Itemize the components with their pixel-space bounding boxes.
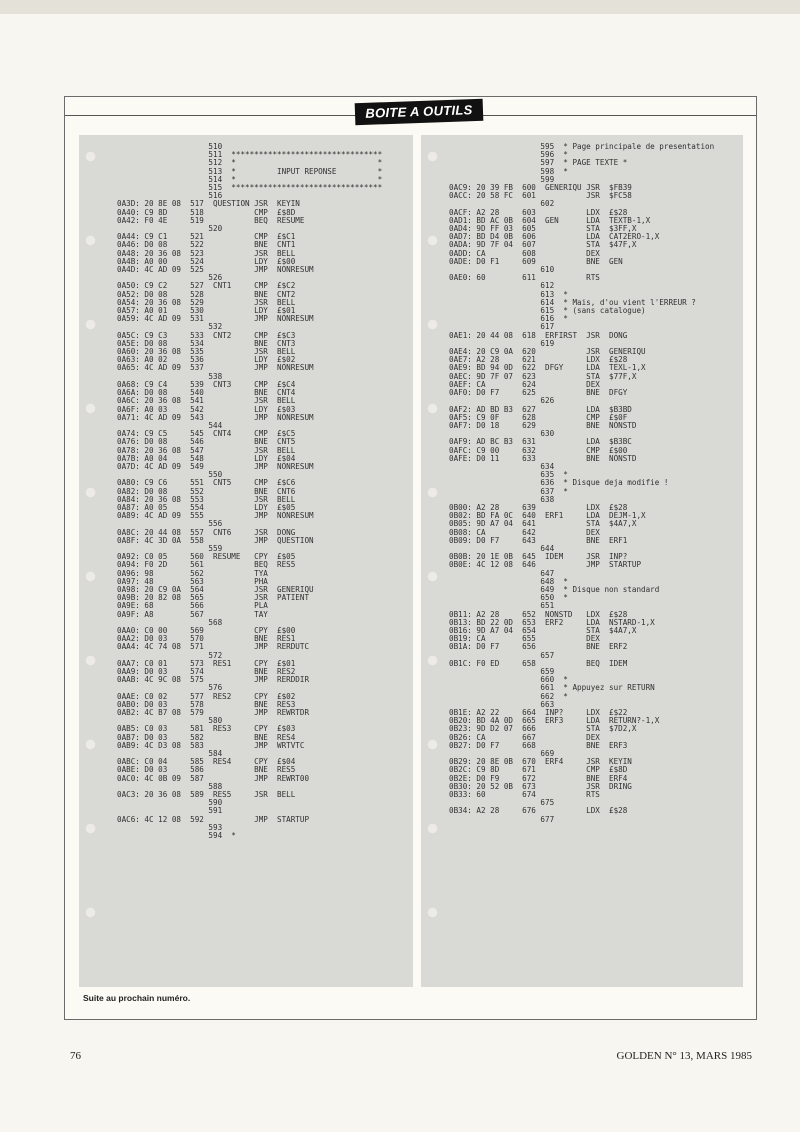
page-number: 76 (70, 1050, 81, 1062)
listing-line: 0B20: BD 4A 0D 665 ERF3 LDA RETURN?-1,X (449, 716, 660, 726)
listing-line: 0A98: 20 C9 0A 564 JSR GENERIQU (117, 584, 314, 594)
listing-line: 0B11: A2 28 652 NONSTD LDX £$28 (449, 609, 628, 619)
listing-line: 516 (117, 191, 223, 201)
listing-line: 0B34: A2 28 676 LDX £$28 (449, 806, 628, 816)
listing-line: 0AFE: D0 11 633 BNE NONSTD (449, 453, 637, 463)
listing-line: 0ADD: CA 608 DEX (449, 248, 600, 258)
listing-line: 615 * (sans catalogue) (449, 306, 646, 316)
listing-line: 0A4D: 4C AD 09 525 JMP NONRESUM (117, 265, 314, 275)
listing-line: 675 (449, 798, 555, 808)
listing-line: 0AF0: D0 F7 625 BNE DFGY (449, 388, 628, 398)
listing-line: 0A48: 20 36 08 523 JSR BELL (117, 248, 296, 258)
listing-line: 596 * (449, 150, 568, 160)
continued-note: Suite au prochain numéro. (83, 993, 191, 1003)
listing-line: 0A74: C9 C5 545 CNT4 CMP £$C5 (117, 429, 296, 439)
listing-line: 510 (117, 142, 223, 151)
listing-line: 0AB2: 4C B7 08 579 JMP REWRTDR (117, 708, 310, 718)
listing-line: 576 (117, 683, 223, 693)
perforation-hole (85, 235, 96, 246)
listing-line: 538 (117, 371, 223, 381)
listing-line: 591 (117, 806, 223, 816)
listing-line: 0A50: C9 C2 527 CNT1 CMP £$C2 (117, 281, 296, 291)
perforation-hole (427, 319, 438, 330)
listing-line: 0ACF: A2 28 603 LDX £$28 (449, 207, 628, 217)
listing-line: 634 (449, 461, 555, 471)
listing-line: 0A63: A0 02 536 LDY £$02 (117, 355, 296, 365)
listing-line: 526 (117, 273, 223, 283)
listing-line: 598 * (449, 166, 568, 176)
listing-line: 0AE4: 20 C9 0A 620 JSR GENERIQU (449, 347, 646, 357)
listing-line: 0AEF: CA 624 DEX (449, 379, 600, 389)
assembly-listing-left (117, 143, 382, 840)
listing-line: 657 (449, 650, 555, 660)
listing-line: 662 * (449, 691, 568, 701)
listing-line: 0AB7: D0 03 582 BNE RES4 (117, 732, 296, 742)
listing-line: 588 (117, 781, 223, 791)
listing-line: 0A89: 4C AD 09 555 JMP NONRESUM (117, 511, 314, 521)
perforation-hole (427, 487, 438, 498)
perforation-hole (85, 403, 96, 414)
listing-line: 0A42: F0 4E 519 BEQ RESUME (117, 215, 305, 225)
listing-line: 0AF5: C9 0F 628 CMP £$0F (449, 412, 628, 422)
listing-line: 0A8C: 20 44 08 557 CNT6 JSR DONG (117, 527, 296, 537)
listing-line: 651 (449, 601, 555, 611)
listing-line: 0B16: 9D A7 04 654 STA $4A7,X (449, 625, 637, 635)
listing-line: 0AC3: 20 36 08 589 RES5 JSR BELL (117, 790, 296, 800)
perforation-hole (85, 823, 96, 834)
listing-panel-left (79, 135, 413, 987)
assembly-listing-right (449, 143, 714, 824)
listing-line: 610 (449, 265, 555, 275)
perforation-hole (85, 151, 96, 162)
listing-line: 0AA2: D0 03 570 BNE RES1 (117, 634, 296, 644)
listing-line: 0AE1: 20 44 08 618 ERFIRST JSR DONG (449, 330, 628, 340)
listing-line: 0B02: BD FA 0C 640 ERF1 LDA DEJM-1,X (449, 511, 646, 521)
listing-line: 637 * (449, 486, 568, 496)
listing-line: 616 * (449, 314, 568, 324)
listing-line: 0A4B: A0 00 524 LDY £$00 (117, 256, 296, 266)
listing-line: 0A7B: A0 04 548 LDY £$04 (117, 453, 296, 463)
perforation-hole (427, 403, 438, 414)
listing-line: 0A59: 4C AD 09 531 JMP NONRESUM (117, 314, 314, 324)
listing-line: 649 * Disque non standard (449, 584, 660, 594)
listing-line: 617 (449, 322, 555, 332)
listing-line: 0A94: F0 2D 561 BEQ RES5 (117, 560, 296, 570)
listing-line: 0AAE: C0 02 577 RES2 CPY £$02 (117, 691, 296, 701)
perforation-hole (85, 487, 96, 498)
listing-line: 0AE9: BD 94 0D 622 DFGY LDA TEXL-1,X (449, 363, 646, 373)
listing-line: 590 (117, 798, 223, 808)
listing-line: 0A52: D0 08 528 BNE CNT2 (117, 289, 296, 299)
listing-line: 515 ********************************* (117, 183, 383, 193)
listing-line: 0AA4: 4C 74 08 571 JMP RERDUTC (117, 642, 310, 652)
listing-line: 0B2E: D0 F9 672 BNE ERF4 (449, 773, 628, 783)
listing-line: 0B27: D0 F7 668 BNE ERF3 (449, 740, 628, 750)
perforation-hole (85, 739, 96, 750)
listing-line: 669 (449, 749, 555, 759)
listing-line: 0B05: 9D A7 04 641 STA $4A7,X (449, 519, 637, 529)
perforation-hole (427, 151, 438, 162)
listing-line: 512 * * (117, 158, 383, 168)
listing-line: 580 (117, 716, 223, 726)
perforation-hole (427, 655, 438, 666)
listing-line: 602 (449, 199, 555, 209)
listing-line: 0A71: 4C AD 09 543 JMP NONRESUM (117, 412, 314, 422)
listing-line: 0A65: 4C AD 09 537 JMP NONRESUM (117, 363, 314, 373)
listing-line: 613 * (449, 289, 568, 299)
listing-line: 0B26: CA 667 DEX (449, 732, 600, 742)
perforation-hole (85, 655, 96, 666)
listing-line: 0AC0: 4C 0B 09 587 JMP REWRT00 (117, 773, 310, 783)
listing-line: 0ADE: D0 F1 609 BNE GEN (449, 256, 623, 266)
listing-line: 514 * * (117, 174, 383, 184)
listing-line: 0A46: D0 08 522 BNE CNT1 (117, 240, 296, 250)
perforation-hole (427, 907, 438, 918)
listing-line: 0A5C: C9 C3 533 CNT2 CMP £$C3 (117, 330, 296, 340)
listing-line: 0AE0: 60 611 RTS (449, 273, 600, 283)
listing-line: 520 (117, 224, 223, 234)
listing-line: 594 * (117, 831, 236, 841)
listing-line: 661 * Appuyez sur RETURN (449, 683, 655, 693)
listing-line: 0A7D: 4C AD 09 549 JMP NONRESUM (117, 461, 314, 471)
listing-line: 647 (449, 568, 555, 578)
section-banner: BOITE A OUTILS (355, 99, 484, 125)
listing-line: 595 * Page principale de presentation (449, 142, 715, 151)
listing-line: 0AA7: C0 01 573 RES1 CPY £$01 (117, 658, 296, 668)
listing-line: 550 (117, 470, 223, 480)
listing-line: 568 (117, 617, 223, 627)
listing-line: 597 * PAGE TEXTE * (449, 158, 628, 168)
listing-line: 0A82: D0 08 552 BNE CNT6 (117, 486, 296, 496)
listing-line: 544 (117, 420, 223, 430)
listing-line: 0A92: C0 05 560 RESUME CPY £$05 (117, 552, 296, 562)
listing-line: 0A96: 98 562 TYA (117, 568, 268, 578)
listing-line: 0B30: 20 52 0B 673 JSR DRING (449, 781, 632, 791)
listing-line: 0A80: C9 C6 551 CNT5 CMP £$C6 (117, 478, 296, 488)
listing-line: 0A9E: 68 566 PLA (117, 601, 268, 611)
listing-line: 0B33: 60 674 RTS (449, 790, 600, 800)
listing-line: 663 (449, 699, 555, 709)
listing-line: 626 (449, 396, 555, 406)
listing-line: 0B08: CA 642 DEX (449, 527, 600, 537)
listing-line: 0A3D: 20 8E 08 517 QUESTION JSR KEYIN (117, 199, 300, 209)
listing-line: 513 * INPUT REPONSE * (117, 166, 383, 176)
listing-line: 630 (449, 429, 555, 439)
listing-line: 0A6C: 20 36 08 541 JSR BELL (117, 396, 296, 406)
perforation-holes-right (425, 135, 441, 987)
listing-line: 0AC9: 20 39 FB 600 GENERIQU JSR $FB39 (449, 183, 632, 193)
listing-line: 0B1E: A2 22 664 INP? LDX £$22 (449, 708, 628, 718)
perforation-hole (85, 319, 96, 330)
listing-line: 572 (117, 650, 223, 660)
listing-line: 0AF7: D0 18 629 BNE NONSTD (449, 420, 637, 430)
perforation-hole (427, 235, 438, 246)
listing-line: 0AB5: C0 03 581 RES3 CPY £$03 (117, 724, 296, 734)
listing-line: 636 * Disque deja modifie ! (449, 478, 669, 488)
listing-line: 0A57: A0 01 530 LDY £$01 (117, 306, 296, 316)
listing-line: 0B2C: C9 8D 671 CMP £$8D (449, 765, 628, 775)
listing-line: 644 (449, 543, 555, 553)
listing-line: 0A87: A0 05 554 LDY £$05 (117, 502, 296, 512)
perforation-hole (427, 739, 438, 750)
listing-line: 0ACC: 20 58 FC 601 JSR $FC58 (449, 191, 632, 201)
listing-line: 0A97: 48 563 PHA (117, 576, 268, 586)
listing-line: 0A44: C9 C1 521 CMP £$C1 (117, 232, 296, 242)
listing-line: 0AD4: 9D FF 03 605 STA $3FF,X (449, 224, 637, 234)
listing-line: 650 * (449, 593, 568, 603)
listing-line: 0AD1: BD AC 0B 604 GEN LDA TEXTB-1,X (449, 215, 651, 225)
perforation-hole (85, 907, 96, 918)
listing-line: 593 (117, 822, 223, 832)
listing-line: 511 ********************************* (117, 150, 383, 160)
listing-line: 0AB0: D0 03 578 BNE RES3 (117, 699, 296, 709)
listing-panel-right (421, 135, 743, 987)
listing-line: 0AD7: BD D4 0B 606 LDA CAT2ERO-1,X (449, 232, 660, 242)
perforation-hole (427, 823, 438, 834)
listing-line: 0B09: D0 F7 643 BNE ERF1 (449, 535, 628, 545)
listing-line: 0AAB: 4C 9C 08 575 JMP RERDDIR (117, 675, 310, 685)
article-frame (64, 96, 757, 1020)
listing-line: 0A60: 20 36 08 535 JSR BELL (117, 347, 296, 357)
listing-line: 660 * (449, 675, 568, 685)
listing-line: 0A8F: 4C 3D 0A 558 JMP QUESTION (117, 535, 314, 545)
listing-line: 0A40: C9 8D 518 CMP £$8D (117, 207, 296, 217)
listing-line: 635 * (449, 470, 568, 480)
listing-line: 0AFC: C9 00 632 CMP £$00 (449, 445, 628, 455)
listing-line: 614 * Mais, d'ou vient l'ERREUR ? (449, 297, 696, 307)
listing-line: 0B1C: F0 ED 658 BEQ IDEM (449, 658, 628, 668)
listing-line: 0A84: 20 36 08 553 JSR BELL (117, 494, 296, 504)
listing-line: 0AC6: 4C 12 08 592 JMP STARTUP (117, 814, 310, 824)
page-top-edge (0, 0, 800, 14)
listing-line: 0A76: D0 08 546 BNE CNT5 (117, 437, 296, 447)
listing-line: 0A9F: A8 567 TAY (117, 609, 268, 619)
listing-line: 0B0B: 20 1E 0B 645 IDEM JSR INP? (449, 552, 628, 562)
issue-line: GOLDEN N° 13, MARS 1985 (616, 1050, 752, 1062)
listing-line: 0A68: C9 C4 539 CNT3 CMP £$C4 (117, 379, 296, 389)
listing-line: 556 (117, 519, 223, 529)
listing-line: 0B00: A2 28 639 LDX £$28 (449, 502, 628, 512)
listing-line: 0B0E: 4C 12 08 646 JMP STARTUP (449, 560, 642, 570)
listing-line: 0A54: 20 36 08 529 JSR BELL (117, 297, 296, 307)
listing-line: 638 (449, 494, 555, 504)
listing-line: 0ABE: D0 03 586 BNE RES5 (117, 765, 296, 775)
listing-line: 599 (449, 174, 555, 184)
listing-line: 0ADA: 9D 7F 04 607 STA $47F,X (449, 240, 637, 250)
listing-line: 0A5E: D0 08 534 BNE CNT3 (117, 338, 296, 348)
listing-line: 584 (117, 749, 223, 759)
listing-line: 0B13: BD 22 0D 653 ERF2 LDA NSTARD-1,X (449, 617, 655, 627)
listing-line: 619 (449, 338, 555, 348)
listing-line: 677 (449, 814, 555, 824)
listing-line: 659 (449, 667, 555, 676)
listing-line: 0AF2: AD BD B3 627 LDA $B3BD (449, 404, 632, 414)
listing-line: 0AA9: D0 03 574 BNE RES2 (117, 667, 296, 676)
listing-line: 532 (117, 322, 223, 332)
listing-line: 0ABC: C0 04 585 RES4 CPY £$04 (117, 757, 296, 767)
perforation-holes-left (83, 135, 99, 987)
listing-line: 0AE7: A2 28 621 LDX £$28 (449, 355, 628, 365)
listing-line: 0AEC: 9D 7F 07 623 STA $77F,X (449, 371, 637, 381)
listing-line: 0AA0: C0 00 569 CPY £$00 (117, 625, 296, 635)
listing-line: 0B23: 9D D2 07 666 STA $7D2,X (449, 724, 637, 734)
listing-line: 0AB9: 4C D3 08 583 JMP WRTVTC (117, 740, 305, 750)
listing-line: 0B29: 20 8E 0B 670 ERF4 JSR KEYIN (449, 757, 632, 767)
listing-line: 0A9B: 20 82 08 565 JSR PATIENT (117, 593, 310, 603)
listing-line: 612 (449, 281, 555, 291)
listing-line: 0B1A: D0 F7 656 BNE ERF2 (449, 642, 628, 652)
listing-line: 0B19: CA 655 DEX (449, 634, 600, 644)
listing-line: 559 (117, 543, 223, 553)
perforation-hole (427, 571, 438, 582)
listing-line: 0AF9: AD BC B3 631 LDA $B3BC (449, 437, 632, 447)
listing-line: 648 * (449, 576, 568, 586)
perforation-hole (85, 571, 96, 582)
listing-line: 0A78: 20 36 08 547 JSR BELL (117, 445, 296, 455)
listing-line: 0A6F: A0 03 542 LDY £$03 (117, 404, 296, 414)
listing-line: 0A6A: D0 08 540 BNE CNT4 (117, 388, 296, 398)
